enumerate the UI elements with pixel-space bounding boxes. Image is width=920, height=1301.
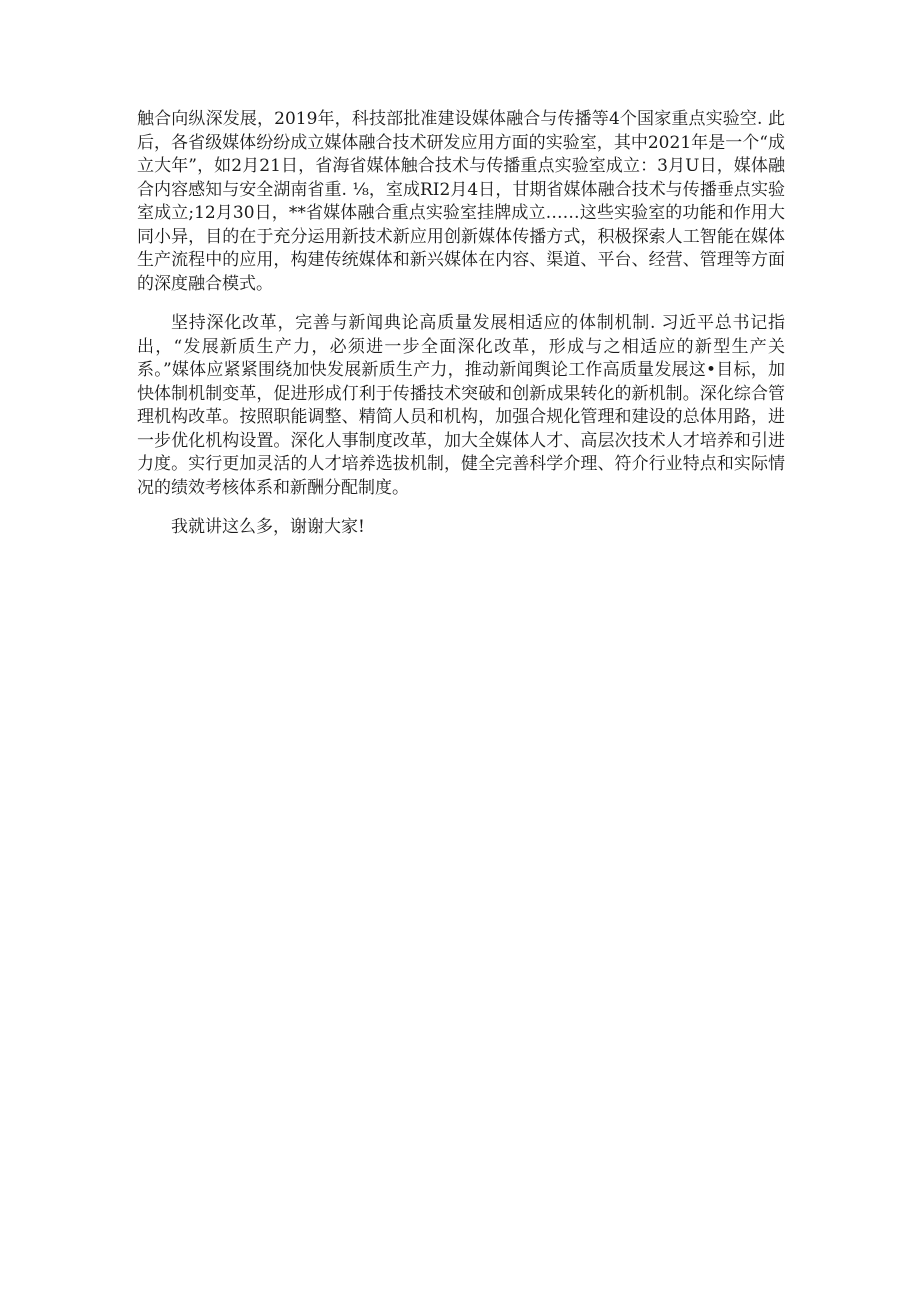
closing-remark: 我就讲这么多，谢谢大家!	[171, 517, 365, 537]
body-paragraph-media-labs: 触合向纵深发展，2019年，科技部批准建设媒体融合与传播等4个国家重点实验空. 此后，各省级媒体纷纷成立媒体融合技术研发应用方面的实验室，其中2021年是一个“成立大年”，如2月21日，省海省媒体触合技术与传播重点实验室成立：3月U日，媒体融合内容感知与安全湖南省重. ⅛，室成RI2月4日，甘期省媒体融合技术与传播垂点实验室成立;12月30日，**省媒体融合重点实验室挂牌成立……这些实验室的功能和作用大同小异，目的在于充分运用新技术新应用创新媒体传播方式，积极探索人工智能在媒体生产流程中的应用，构建传统媒体和新兴媒体在内容、渠道、平台、经营、管理等方面的深度融合模式。	[137, 109, 785, 294]
body-paragraph-deepen-reform: 坚持深化改革，完善与新闻典论高质量发展相适应的体制机制. 习近平总书记指出，“发展新质生产力，必须进一步全面深化改革，形成与之相适应的新型生产关系。”媒体应紧紧围绕加快发展新质生产力，推动新闻舆论工作高质量发展这•目标，加快体制机制变革，促进形成仃利于传播技术突破和创新成果转化的新机制。深化综合管理机构改革。按照职能调整、精简人员和机构，加强合规化管理和建设的总体用路，进一步优化机构设置。深化人事制度改革，加大全媒体人才、高层次技术人才培养和引进力度。实行更加灵活的人才培养选拔机制，健全完善科学介理、符介行业特点和实际情况的绩效考核体系和新酬分配制度。	[137, 313, 785, 498]
document-body	[137, 108, 785, 556]
